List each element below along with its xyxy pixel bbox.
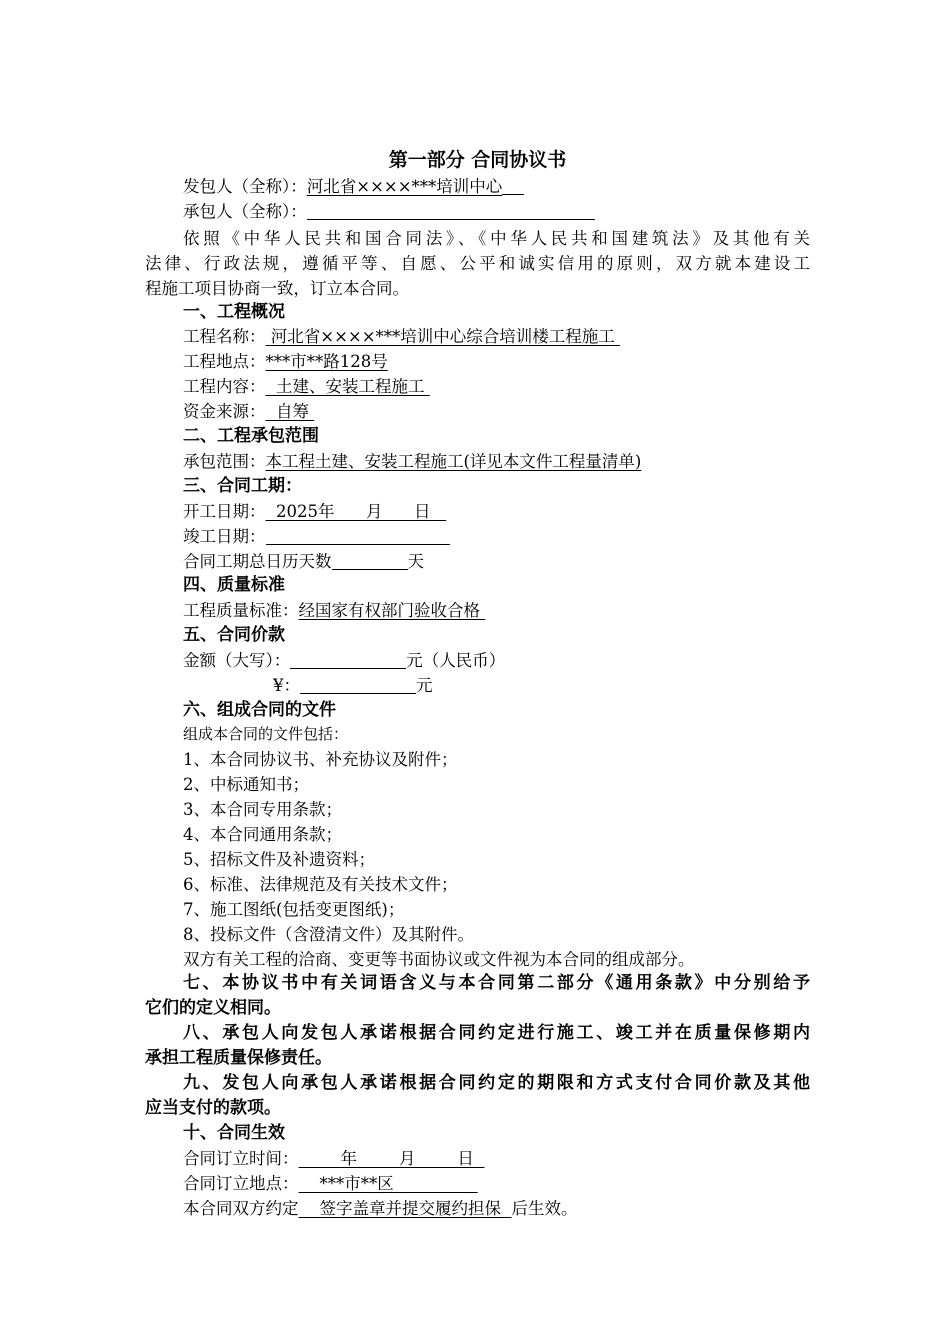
s5-heading: 五、合同价款 bbox=[183, 625, 285, 645]
project-content-value: 土建、安装工程施工 bbox=[276, 377, 425, 396]
doc-item: 5、招标文件及补遗资料； bbox=[183, 850, 375, 869]
intro-line-3: 程施工项目协商一致，订立本合同。 bbox=[145, 279, 409, 298]
project-site-line bbox=[183, 349, 388, 374]
effect-label: 本合同双方约定 bbox=[183, 1199, 299, 1218]
fund-source-line bbox=[183, 399, 314, 424]
s9-line-2: 应当支付的款项。 bbox=[145, 1098, 281, 1118]
contractor-blank bbox=[307, 201, 595, 220]
effect-value: 签字盖章并提交履约担保 bbox=[319, 1199, 501, 1218]
fund-source-value: 自筹 bbox=[276, 402, 309, 421]
end-date-line bbox=[183, 524, 450, 549]
employer-blank bbox=[502, 176, 524, 195]
quality-value: 经国家有权部门验收合格 bbox=[298, 601, 480, 620]
s9-line-1: 九、发包人向承包人承诺根据合同约定的期限和方式支付合同价款及其他 bbox=[183, 1073, 810, 1093]
intro-line-2: 法律、行政法规，遵循平等、自愿、公平和诚实信用的原则，双方就本建设工 bbox=[145, 254, 810, 273]
amount-label: 金额（大写）： bbox=[183, 651, 291, 670]
s4-heading: 四、质量标准 bbox=[183, 575, 285, 595]
s10-heading: 十、合同生效 bbox=[183, 1123, 285, 1143]
start-date-line bbox=[183, 499, 446, 524]
s1-heading: 一、工程概况 bbox=[183, 302, 285, 322]
sign-place-line bbox=[183, 1171, 478, 1196]
scope-line bbox=[183, 449, 641, 474]
total-days-blank bbox=[332, 551, 408, 570]
start-date-label: 开工日期： bbox=[183, 502, 266, 521]
s8-line-1: 八、承包人向发包人承诺根据合同约定进行施工、竣工并在质量保修期内 bbox=[183, 1023, 810, 1043]
start-date-value: 2025年 月 日 bbox=[276, 502, 431, 521]
scope-value: 本工程土建、安装工程施工(详见本文件工程量清单) bbox=[265, 452, 642, 471]
doc-item: 6、标准、法律规范及有关技术文件； bbox=[183, 875, 458, 894]
yen-label: ¥： bbox=[273, 676, 300, 695]
sign-place-label: 合同订立地点： bbox=[183, 1174, 299, 1193]
s2-heading: 二、工程承包范围 bbox=[183, 426, 319, 446]
effect-line bbox=[183, 1196, 577, 1221]
doc-item: 4、本合同通用条款； bbox=[183, 825, 342, 844]
doc-item: 7、施工图纸(包括变更图纸)； bbox=[183, 900, 405, 919]
fund-source-label: 资金来源： bbox=[183, 402, 266, 421]
quality-label: 工程质量标准： bbox=[183, 601, 299, 620]
project-name-line bbox=[183, 324, 620, 349]
sign-time-line bbox=[183, 1146, 484, 1171]
project-site-label: 工程地点： bbox=[183, 352, 266, 371]
contractor-line bbox=[183, 199, 595, 224]
doc-item: 2、中标通知书； bbox=[183, 775, 309, 794]
sign-time-value: 年 月 日 bbox=[340, 1149, 474, 1168]
doc-item: 8、投标文件（含澄清文件）及其附件。 bbox=[183, 925, 474, 944]
yen-line bbox=[273, 673, 433, 698]
project-content-label: 工程内容： bbox=[183, 377, 266, 396]
s7-line-2: 它们的定义相同。 bbox=[145, 998, 281, 1018]
employer-label: 发包人（全称）： bbox=[183, 177, 307, 196]
project-name-value: 河北省××××***培训中心综合培训楼工程施工 bbox=[270, 327, 615, 346]
doc-item: 1、本合同协议书、补充协议及附件； bbox=[183, 750, 458, 769]
amount-line bbox=[183, 648, 505, 673]
sign-time-label: 合同订立时间： bbox=[183, 1149, 299, 1168]
total-days-label: 合同工期总日历天数 bbox=[183, 552, 332, 571]
end-date-label: 竣工日期： bbox=[183, 527, 266, 546]
s8-line-2: 承担工程质量保修责任。 bbox=[145, 1048, 332, 1068]
s7-line-1: 七、本协议书中有关词语含义与本合同第二部分《通用条款》中分别给予 bbox=[183, 973, 810, 993]
amount-blank bbox=[290, 650, 406, 669]
s6-intro: 组成本合同的文件包括： bbox=[183, 725, 349, 743]
contractor-label: 承包人（全称）： bbox=[183, 202, 307, 221]
yen-unit: 元 bbox=[416, 676, 433, 695]
page-title: 第一部分 合同协议书 bbox=[388, 149, 567, 171]
project-site-value: ***市**路128号 bbox=[265, 352, 388, 371]
scope-label: 承包范围： bbox=[183, 452, 266, 471]
total-days-unit: 天 bbox=[407, 552, 424, 571]
end-date-blank bbox=[266, 526, 450, 545]
employer-value: 河北省××××***培训中心 bbox=[306, 177, 503, 196]
yen-blank bbox=[300, 675, 416, 694]
project-name-label: 工程名称： bbox=[183, 327, 266, 346]
quality-line bbox=[183, 598, 485, 623]
intro-line-1: 依照《中华人民共和国合同法》、《中华人民共和国建筑法》及其他有关 bbox=[183, 229, 810, 248]
effect-suffix: 后生效。 bbox=[511, 1199, 578, 1218]
s6-heading: 六、组成合同的文件 bbox=[183, 700, 336, 720]
project-content-line bbox=[183, 374, 430, 399]
s3-heading: 三、合同工期： bbox=[183, 476, 302, 496]
doc-item: 3、本合同专用条款； bbox=[183, 800, 342, 819]
sign-place-value: ***市**区 bbox=[319, 1174, 394, 1193]
amount-unit: 元（人民币） bbox=[406, 651, 506, 670]
total-days-line bbox=[183, 549, 424, 574]
s6-note: 双方有关工程的洽商、变更等书面协议或文件视为本合同的组成部分。 bbox=[183, 950, 695, 969]
employer-line bbox=[183, 174, 524, 199]
